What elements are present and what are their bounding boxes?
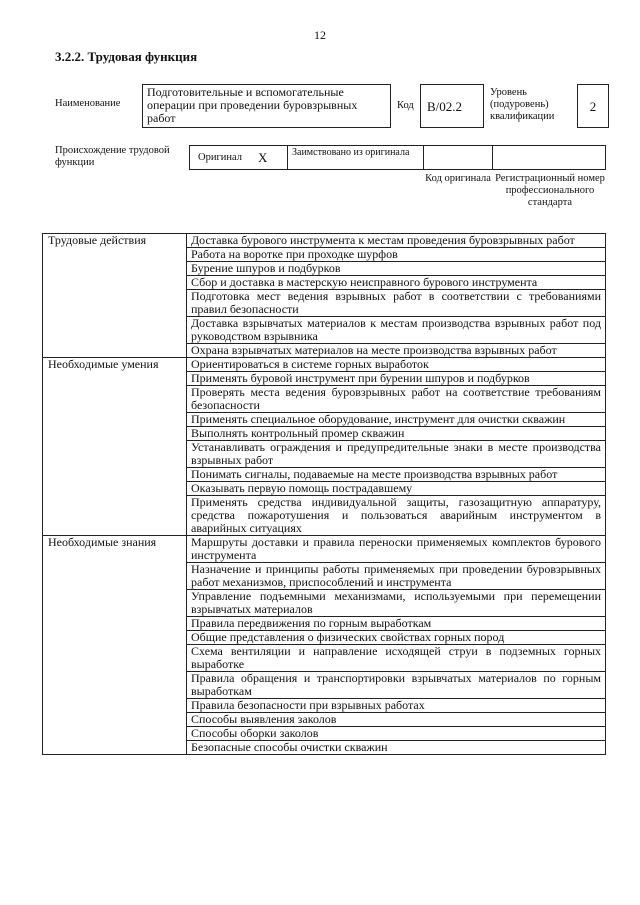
code-value: В/02.2 bbox=[427, 99, 463, 114]
table-cell: Управление подъемными механизмами, используемыми при перемещении взрывчатых материалов bbox=[187, 590, 606, 617]
original-label: Оригинал bbox=[198, 152, 242, 163]
competency-table-body bbox=[43, 234, 606, 755]
section-title: 3.2.2. Трудовая функция bbox=[55, 49, 198, 64]
table-cell: Применять буровой инструмент при бурении шпуров и подбурков bbox=[187, 372, 606, 386]
table-cell: Подготовка мест ведения взрывных работ в соответствии с требованиями правил безопасности bbox=[187, 290, 606, 317]
level-value: 2 bbox=[589, 99, 597, 114]
table-cell: Общие представления о физических свойствах горных пород bbox=[187, 631, 606, 645]
origin-label: Происхождение трудовой функции bbox=[55, 145, 170, 168]
table-cell: Бурение шпуров и подбурков bbox=[187, 262, 606, 276]
borrowed-cell bbox=[287, 145, 424, 170]
reg-number-caption: Регистрационный номер профессионального стандарта bbox=[495, 173, 605, 208]
code-original-cell bbox=[423, 145, 493, 170]
table-cell: Применять средства индивидуальной защиты, газозащитную аппаратуру, средства пожаротушения и пользоваться аварийным инструментом в аварийных ситуациях bbox=[187, 496, 606, 536]
competency-table bbox=[42, 233, 606, 755]
table-cell: Способы оборки заколов bbox=[187, 727, 606, 741]
table-cell: Способы выявления заколов bbox=[187, 713, 606, 727]
table-cell: Правила обращения и транспортировки взрывчатых материалов по горным выработкам bbox=[187, 672, 606, 699]
function-name-value: Подготовительные и вспомогательные операции при проведении буровзрывных работ bbox=[147, 85, 358, 125]
table-cell: Маршруты доставки и правила переноски применяемых комплектов бурового инструмента bbox=[187, 536, 606, 563]
name-label: Наименование bbox=[55, 98, 121, 109]
level-box bbox=[577, 84, 609, 128]
original-cell bbox=[189, 145, 288, 170]
table-cell: Охрана взрывчатых материалов на месте производства взрывных работ bbox=[187, 344, 606, 358]
table-cell: Безопасные способы очистки скважин bbox=[187, 741, 606, 755]
code-original-caption: Код оригинала bbox=[425, 173, 491, 184]
section-title-cell: Необходимые знания bbox=[43, 536, 187, 755]
table-cell: Правила безопасности при взрывных работах bbox=[187, 699, 606, 713]
table-cell: Доставка взрывчатых материалов к местам производства взрывных работ под руководством взрывника bbox=[187, 317, 606, 344]
section-title-cell: Трудовые действия bbox=[43, 234, 187, 358]
table-cell: Сбор и доставка в мастерскую неисправного бурового инструмента bbox=[187, 276, 606, 290]
table-row bbox=[43, 536, 606, 563]
table-cell: Применять специальное оборудование, инструмент для очистки скважин bbox=[187, 413, 606, 427]
code-label: Код bbox=[397, 100, 414, 111]
section-title-cell: Необходимые умения bbox=[43, 358, 187, 536]
function-name-box bbox=[142, 84, 391, 128]
table-cell: Понимать сигналы, подаваемые на месте производства взрывных работ bbox=[187, 468, 606, 482]
table-cell: Правила передвижения по горным выработкам bbox=[187, 617, 606, 631]
table-cell: Назначение и принципы работы применяемых при проведении буровзрывных работ механизмов, приспособлений и инструмента bbox=[187, 563, 606, 590]
page-number: 12 bbox=[314, 28, 326, 42]
borrowed-label: Заимствовано из оригинала bbox=[292, 147, 410, 158]
reg-number-cell bbox=[492, 145, 606, 170]
original-mark: X bbox=[258, 150, 268, 165]
code-box bbox=[420, 84, 484, 128]
table-cell: Устанавливать ограждения и предупредительные знаки в месте производства взрывных работ bbox=[187, 441, 606, 468]
table-cell: Ориентироваться в системе горных выработок bbox=[187, 358, 606, 372]
table-cell: Доставка бурового инструмента к местам проведения буровзрывных работ bbox=[187, 234, 606, 248]
table-row bbox=[43, 358, 606, 372]
table-cell: Выполнять контрольный промер скважин bbox=[187, 427, 606, 441]
table-row bbox=[43, 234, 606, 248]
table-cell: Оказывать первую помощь пострадавшему bbox=[187, 482, 606, 496]
table-cell: Проверять места ведения буровзрывных работ на соответствие требованиям безопасности bbox=[187, 386, 606, 413]
table-cell: Схема вентиляции и направление исходящей струи в подземных горных выработке bbox=[187, 645, 606, 672]
table-cell: Работа на воротке при проходке шурфов bbox=[187, 248, 606, 262]
level-label: Уровень (подуровень) квалификации bbox=[490, 87, 555, 122]
